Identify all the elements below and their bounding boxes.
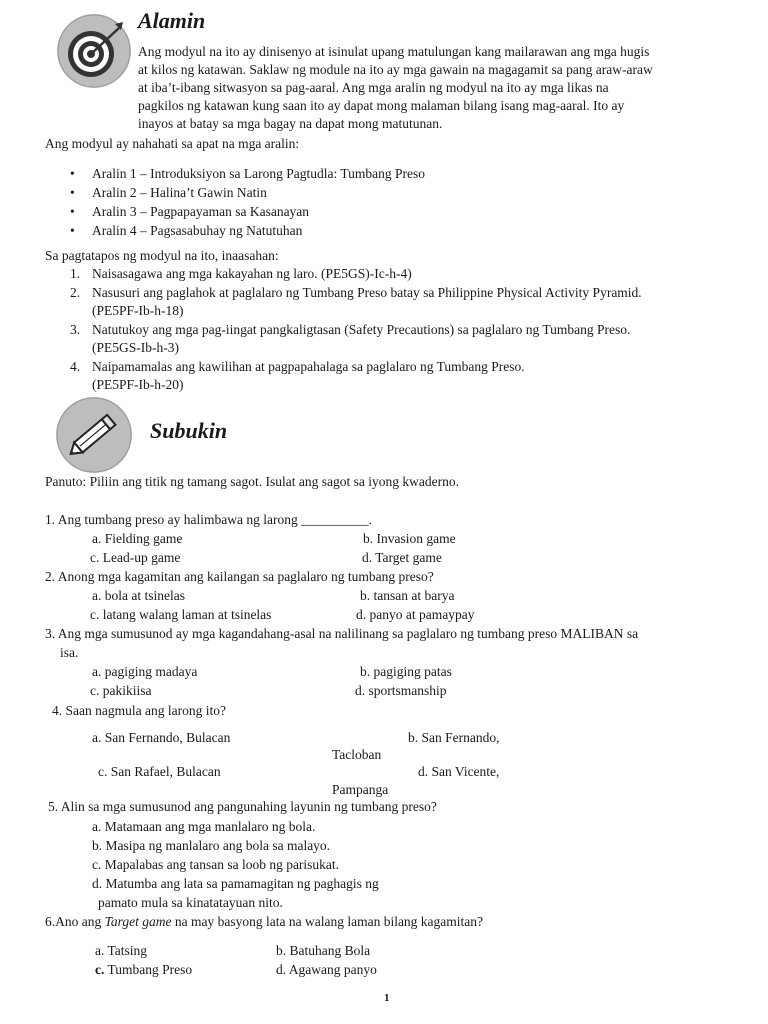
target-icon <box>57 14 131 88</box>
objective-item <box>70 321 642 357</box>
lesson-item: • Aralin 1 – Introduksiyon sa Larong Pagtudla: Tumbang Preso <box>92 165 425 183</box>
objective-line: Natutukoy ang mga pag-iingat pangkaligtasan (Safety Precautions) sa paglalaro ng Tumbang Preso. <box>92 322 631 337</box>
q1-option-a: a. Fielding game <box>92 531 183 546</box>
question-2: 2. Anong mga kagamitan ang kailangan sa paglalaro ng tumbang preso? <box>45 569 434 584</box>
q5-option-a: a. Matamaan ang mga manlalaro ng bola. <box>92 819 316 834</box>
question-1: 1. Ang tumbang preso ay halimbawa ng larong __________. <box>45 512 372 527</box>
q4-option-b-cont: Tacloban <box>332 747 382 762</box>
lesson-item: • Aralin 4 – Pagsasabuhay ng Natutuhan <box>92 222 425 240</box>
expect-text: Sa pagtatapos ng modyul na ito, inaasahan: <box>45 248 279 263</box>
q2-option-d: d. panyo at pamaypay <box>356 607 475 622</box>
q6-option-c <box>95 961 192 979</box>
objective-item <box>70 265 642 283</box>
lesson-item: • Aralin 2 – Halina’t Gawin Natin <box>92 184 425 202</box>
objective-num: 4. <box>70 359 81 374</box>
q6-text-pre: 6.Ano ang <box>45 914 105 929</box>
q4-option-b: b. San Fernando, <box>408 730 500 745</box>
intro-line: pagkilos ng katawan kung saan ito ay dapat mong malaman bilang isang mag-aaral. Ito ay <box>138 98 625 113</box>
q6-option-c-letter: c. <box>95 962 105 977</box>
objective-line: (PE5PF-Ib-h-20) <box>92 377 184 392</box>
q4-option-c: c. San Rafael, Bulacan <box>98 764 221 779</box>
q6-option-d: d. Agawang panyo <box>276 962 377 977</box>
question-3: 3. Ang mga sumusunod ay mga kagandahang-asal na nalilinang sa paglalaro ng tumbang preso MALIBAN sa <box>45 626 639 641</box>
objective-list <box>70 265 642 394</box>
q1-option-d: d. Target game <box>362 550 442 565</box>
q5-option-d: d. Matumba ang lata sa pamamagitan ng paghagis ng <box>92 876 379 891</box>
q4-option-d-cont: Pampanga <box>332 782 389 797</box>
q3-option-c: c. pakikiisa <box>90 683 152 698</box>
question-4: 4. Saan nagmula ang larong ito? <box>52 703 226 718</box>
q3-option-d: d. sportsmanship <box>355 683 447 698</box>
page-number: 1 <box>384 992 390 1004</box>
objective-line: Nasusuri ang paglahok at paglalaro ng Tumbang Preso batay sa Philippine Physical Activity Pyramid. <box>92 285 642 300</box>
objective-item <box>70 284 642 320</box>
subukin-title: Subukin <box>150 418 228 443</box>
q2-option-c: c. latang walang laman at tsinelas <box>90 607 272 622</box>
q4-option-a: a. San Fernando, Bulacan <box>92 730 231 745</box>
objective-line: Naisasagawa ang mga kakayahan ng laro. (PE5GS)-Ic-h-4) <box>92 266 412 281</box>
q6-option-c-text: Tumbang Preso <box>104 962 193 977</box>
alamin-title: Alamin <box>138 8 206 33</box>
q6-option-b: b. Batuhang Bola <box>276 943 371 958</box>
q6-option-a: a. Tatsing <box>95 943 148 958</box>
objective-num: 1. <box>70 266 81 281</box>
intro-line: Ang modyul na ito ay dinisenyo at isinulat upang matulungan kang mailarawan ang mga hugis <box>138 44 650 59</box>
question-3-cont: isa. <box>60 645 79 660</box>
q1-option-c: c. Lead-up game <box>90 550 181 565</box>
q2-option-b: b. tansan at barya <box>360 588 455 603</box>
objective-item <box>70 358 642 394</box>
q6-text-emphasis: Target game <box>104 914 172 929</box>
q3-option-a: a. pagiging madaya <box>92 664 198 679</box>
objective-line: Naipamamalas ang kawilihan at pagpapahalaga sa paglalaro ng Tumbang Preso. <box>92 359 525 374</box>
objective-num: 3. <box>70 322 81 337</box>
q5-option-c: c. Mapalabas ang tansan sa loob ng parisukat. <box>92 857 340 872</box>
intro-line: at kilos ng katawan. Saklaw ng module na ito ay mga gawain na magagamit sa pang araw-araw <box>138 62 653 77</box>
objective-line: (PE5PF-Ib-h-18) <box>92 303 184 318</box>
q5-option-d-cont: pamato mula sa kinatatayuan nito. <box>98 895 283 910</box>
alamin-intro <box>138 43 653 133</box>
pencil-icon <box>56 397 132 473</box>
lesson-item: • Aralin 3 – Pagpapayaman sa Kasanayan <box>92 203 425 221</box>
q3-option-b: b. pagiging patas <box>360 664 452 679</box>
question-6 <box>45 913 483 931</box>
q5-option-b: b. Masipa ng manlalaro ang bola sa malayo. <box>92 838 331 853</box>
intro-line: inayos at batay sa mga bagay na dapat mong matutunan. <box>138 116 443 131</box>
objective-num: 2. <box>70 285 81 300</box>
intro-line: at iba’t-ibang sitwasyon sa pag-aaral. Ang mga aralin ng modyul na ito ay mga likas na <box>138 80 609 95</box>
q4-option-d: d. San Vicente, <box>418 764 500 779</box>
q2-option-a: a. bola at tsinelas <box>92 588 185 603</box>
q1-option-b: b. Invasion game <box>363 531 456 546</box>
objective-line: (PE5GS-Ib-h-3) <box>92 340 179 355</box>
q6-text-post: na may basyong lata na walang laman bilang kagamitan? <box>171 914 484 929</box>
instructions: Panuto: Piliin ang titik ng tamang sagot. Isulat ang sagot sa iyong kwaderno. <box>45 474 459 489</box>
lesson-list <box>92 165 425 240</box>
question-5: 5. Alin sa mga sumusunod ang pangunahing layunin ng tumbang preso? <box>48 799 437 814</box>
divided-text: Ang modyul ay nahahati sa apat na mga aralin: <box>45 136 300 151</box>
